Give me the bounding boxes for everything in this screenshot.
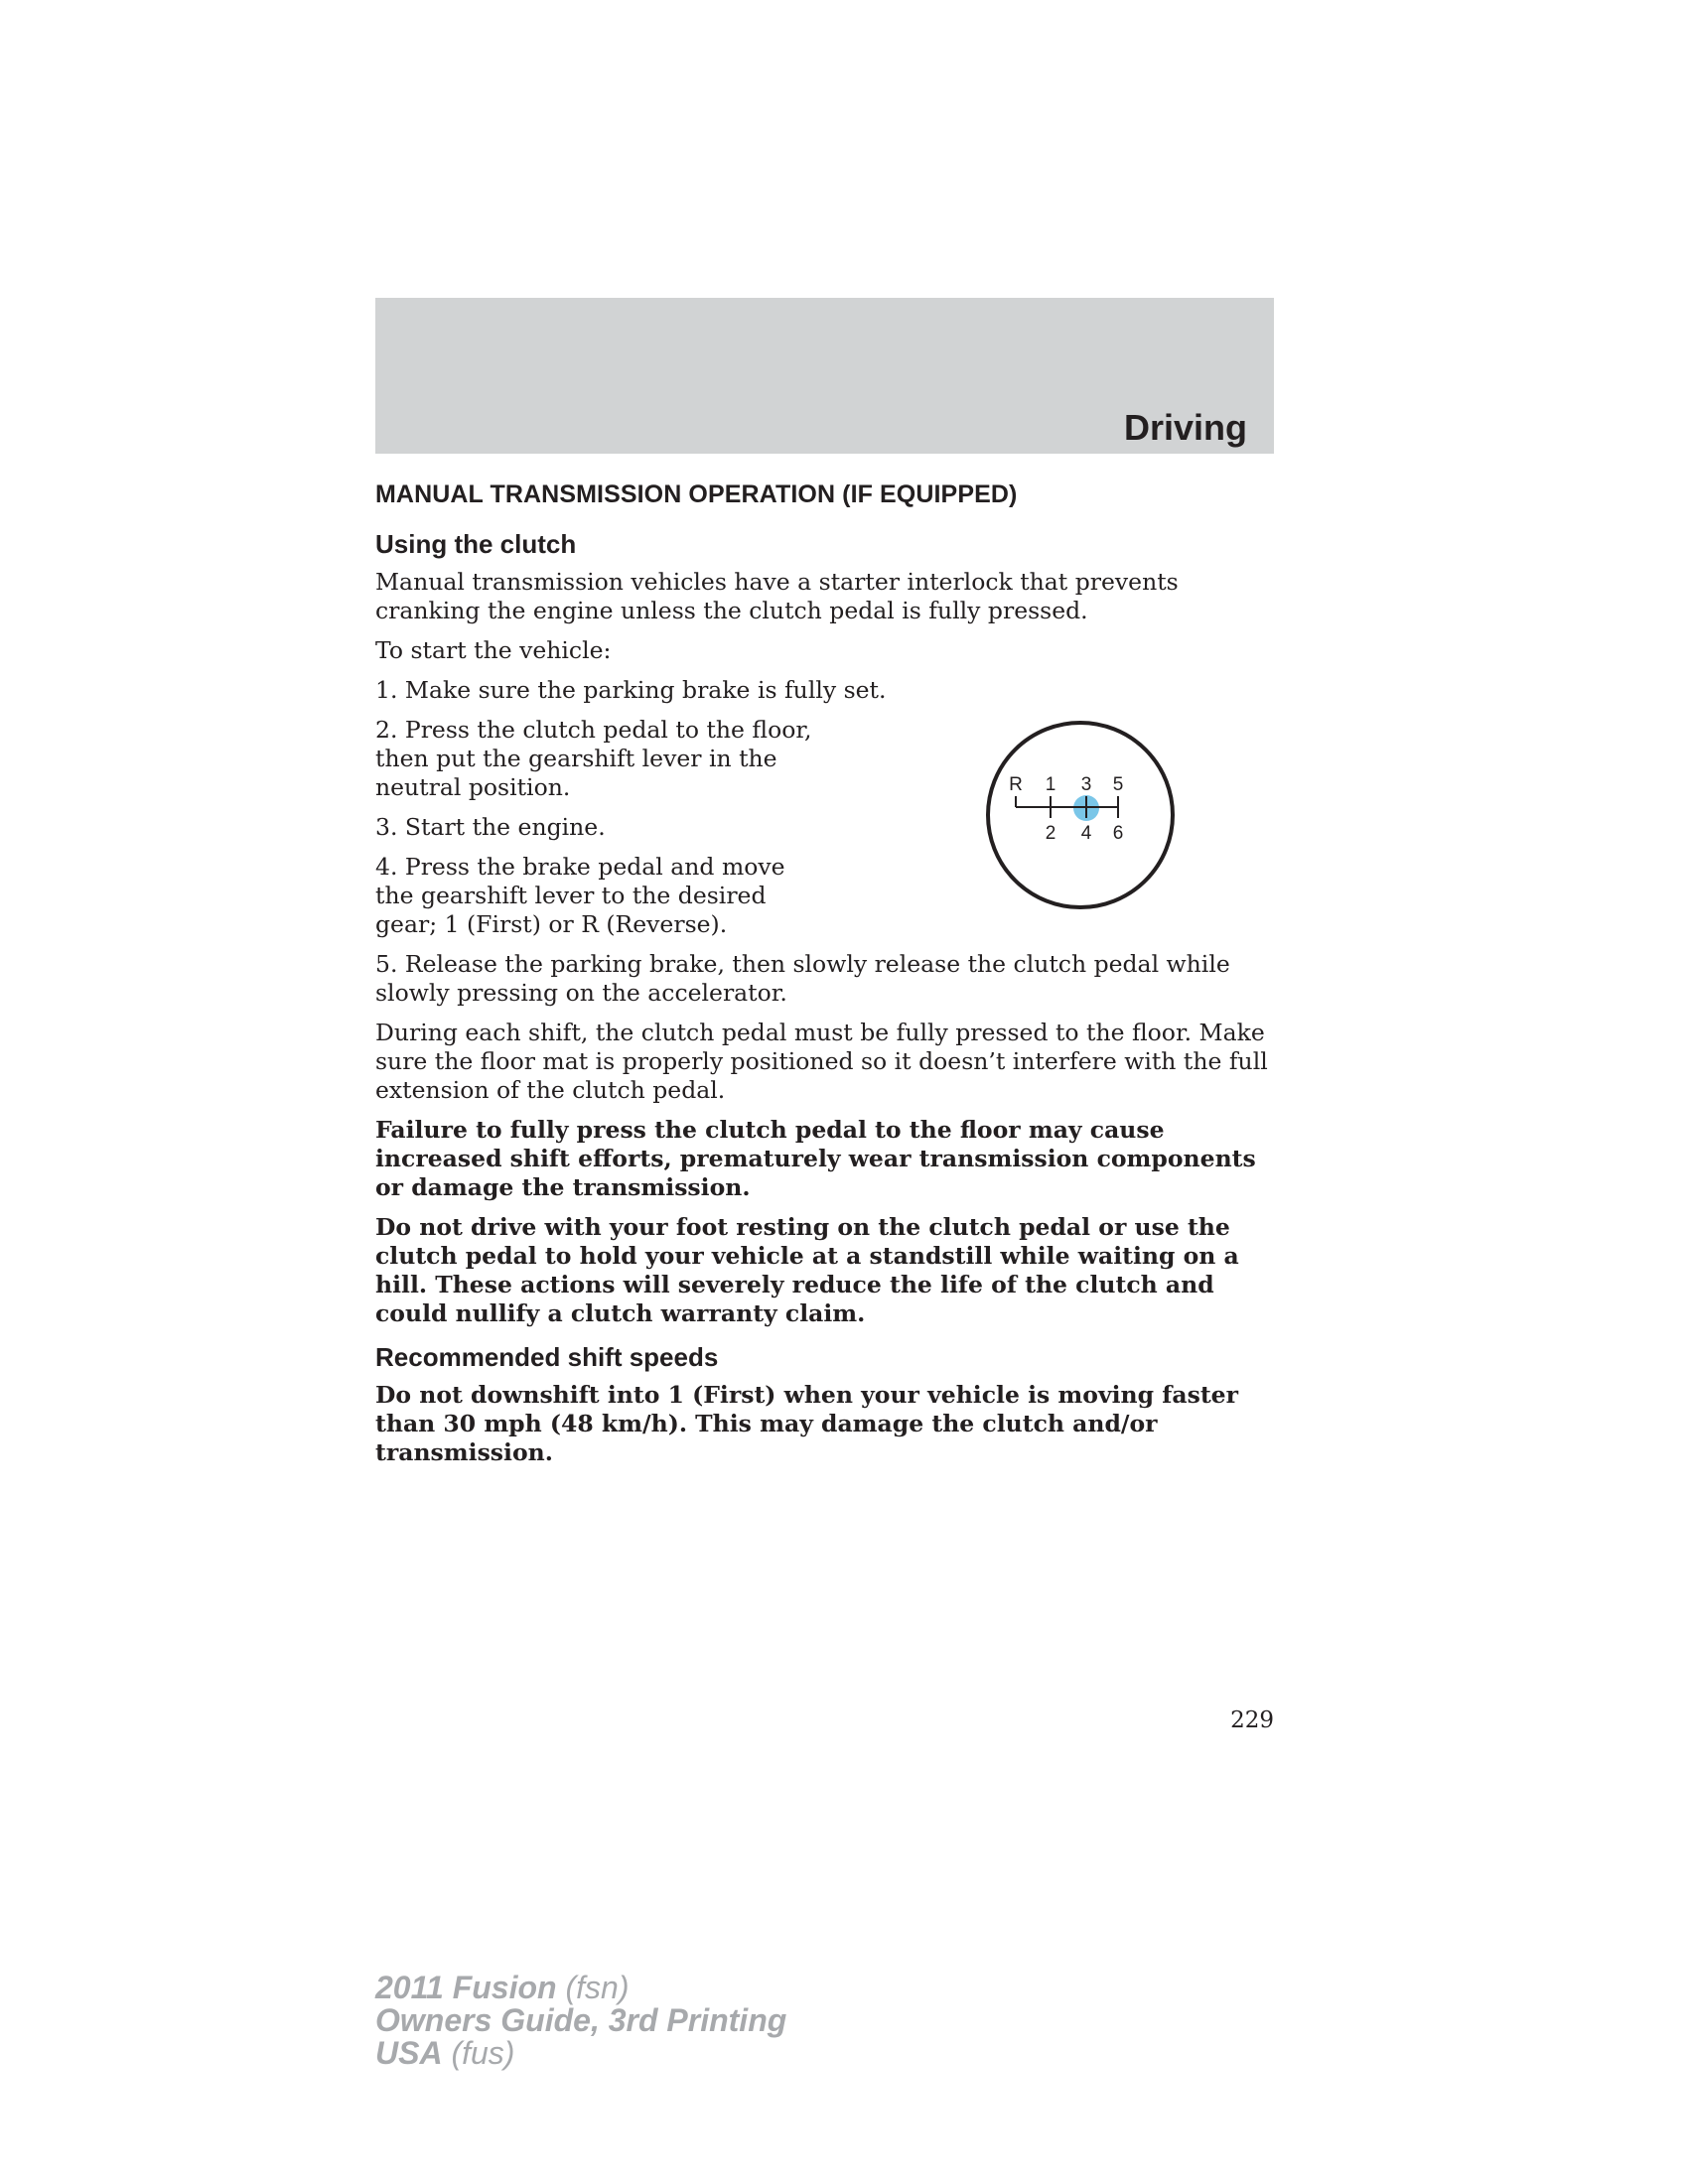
step-5: 5. Release the parking brake, then slowly release the clutch pedal while slowly pressing on the accelerator.	[375, 950, 1230, 1007]
steps-with-diagram	[375, 716, 1274, 939]
gear-label-3: 3	[1080, 774, 1092, 795]
step-1: 1. Make sure the parking brake is fully set.	[375, 676, 887, 704]
shift-speeds-heading: Recommended shift speeds	[375, 1342, 719, 1372]
gear-label-r: R	[1009, 774, 1023, 795]
clutch-warning-2: Do not drive with your foot resting on the clutch pedal or use the clutch pedal to hold your vehicle at a standstill while waiting on a hill. These actions will severely reduce the life of the clutch and could nullify a clutch warranty claim.	[375, 1213, 1239, 1327]
step-4: 4. Press the brake pedal and move the gearshift lever to the desired gear; 1 (First) or R (Reverse).	[375, 853, 785, 938]
section-header-band	[375, 298, 1274, 454]
gear-label-5: 5	[1112, 774, 1124, 795]
gear-label-2: 2	[1045, 823, 1056, 844]
footer-market-code: (fus)	[451, 2035, 515, 2071]
gearshift-pattern-diagram	[983, 718, 1178, 912]
gear-label-6: 6	[1112, 823, 1124, 844]
footer-market: USA	[375, 2035, 443, 2071]
main-heading: MANUAL TRANSMISSION OPERATION (IF EQUIPPED)	[375, 480, 1018, 508]
footer-model-code: (fsn)	[565, 1970, 630, 2005]
gear-label-4: 4	[1080, 823, 1092, 844]
footer-line-2: Owners Guide, 3rd Printing	[375, 2002, 787, 2038]
shift-speeds-warning: Do not downshift into 1 (First) when your vehicle is moving faster than 30 mph (48 km/h). This may damage the clutch and/or transmission.	[375, 1381, 1239, 1466]
clutch-heading: Using the clutch	[375, 529, 577, 559]
page-number: 229	[1230, 1707, 1274, 1733]
gear-label-1: 1	[1045, 774, 1056, 795]
section-title: Driving	[1123, 407, 1247, 448]
step-2: 2. Press the clutch pedal to the floor, then put the gearshift lever in the neutral position.	[375, 716, 812, 801]
footer-model: 2011 Fusion	[375, 1970, 557, 2005]
shift-note: During each shift, the clutch pedal must be fully pressed to the floor. Make sure the floor mat is properly positioned so it doesn’t interfere with the full extension of the clutch pedal.	[375, 1019, 1268, 1104]
footer-line-1	[375, 1972, 786, 2004]
clutch-warning-1: Failure to fully press the clutch pedal to the floor may cause increased shift efforts, prematurely wear transmission components or damage the transmission.	[375, 1116, 1256, 1201]
clutch-intro: Manual transmission vehicles have a starter interlock that prevents cranking the engine unless the clutch pedal is fully pressed.	[375, 568, 1179, 624]
step-3: 3. Start the engine.	[375, 813, 606, 841]
start-label: To start the vehicle:	[375, 636, 612, 664]
footer-line-3	[375, 2037, 786, 2070]
document-footer	[375, 1972, 786, 2070]
page-content	[375, 475, 1274, 1478]
